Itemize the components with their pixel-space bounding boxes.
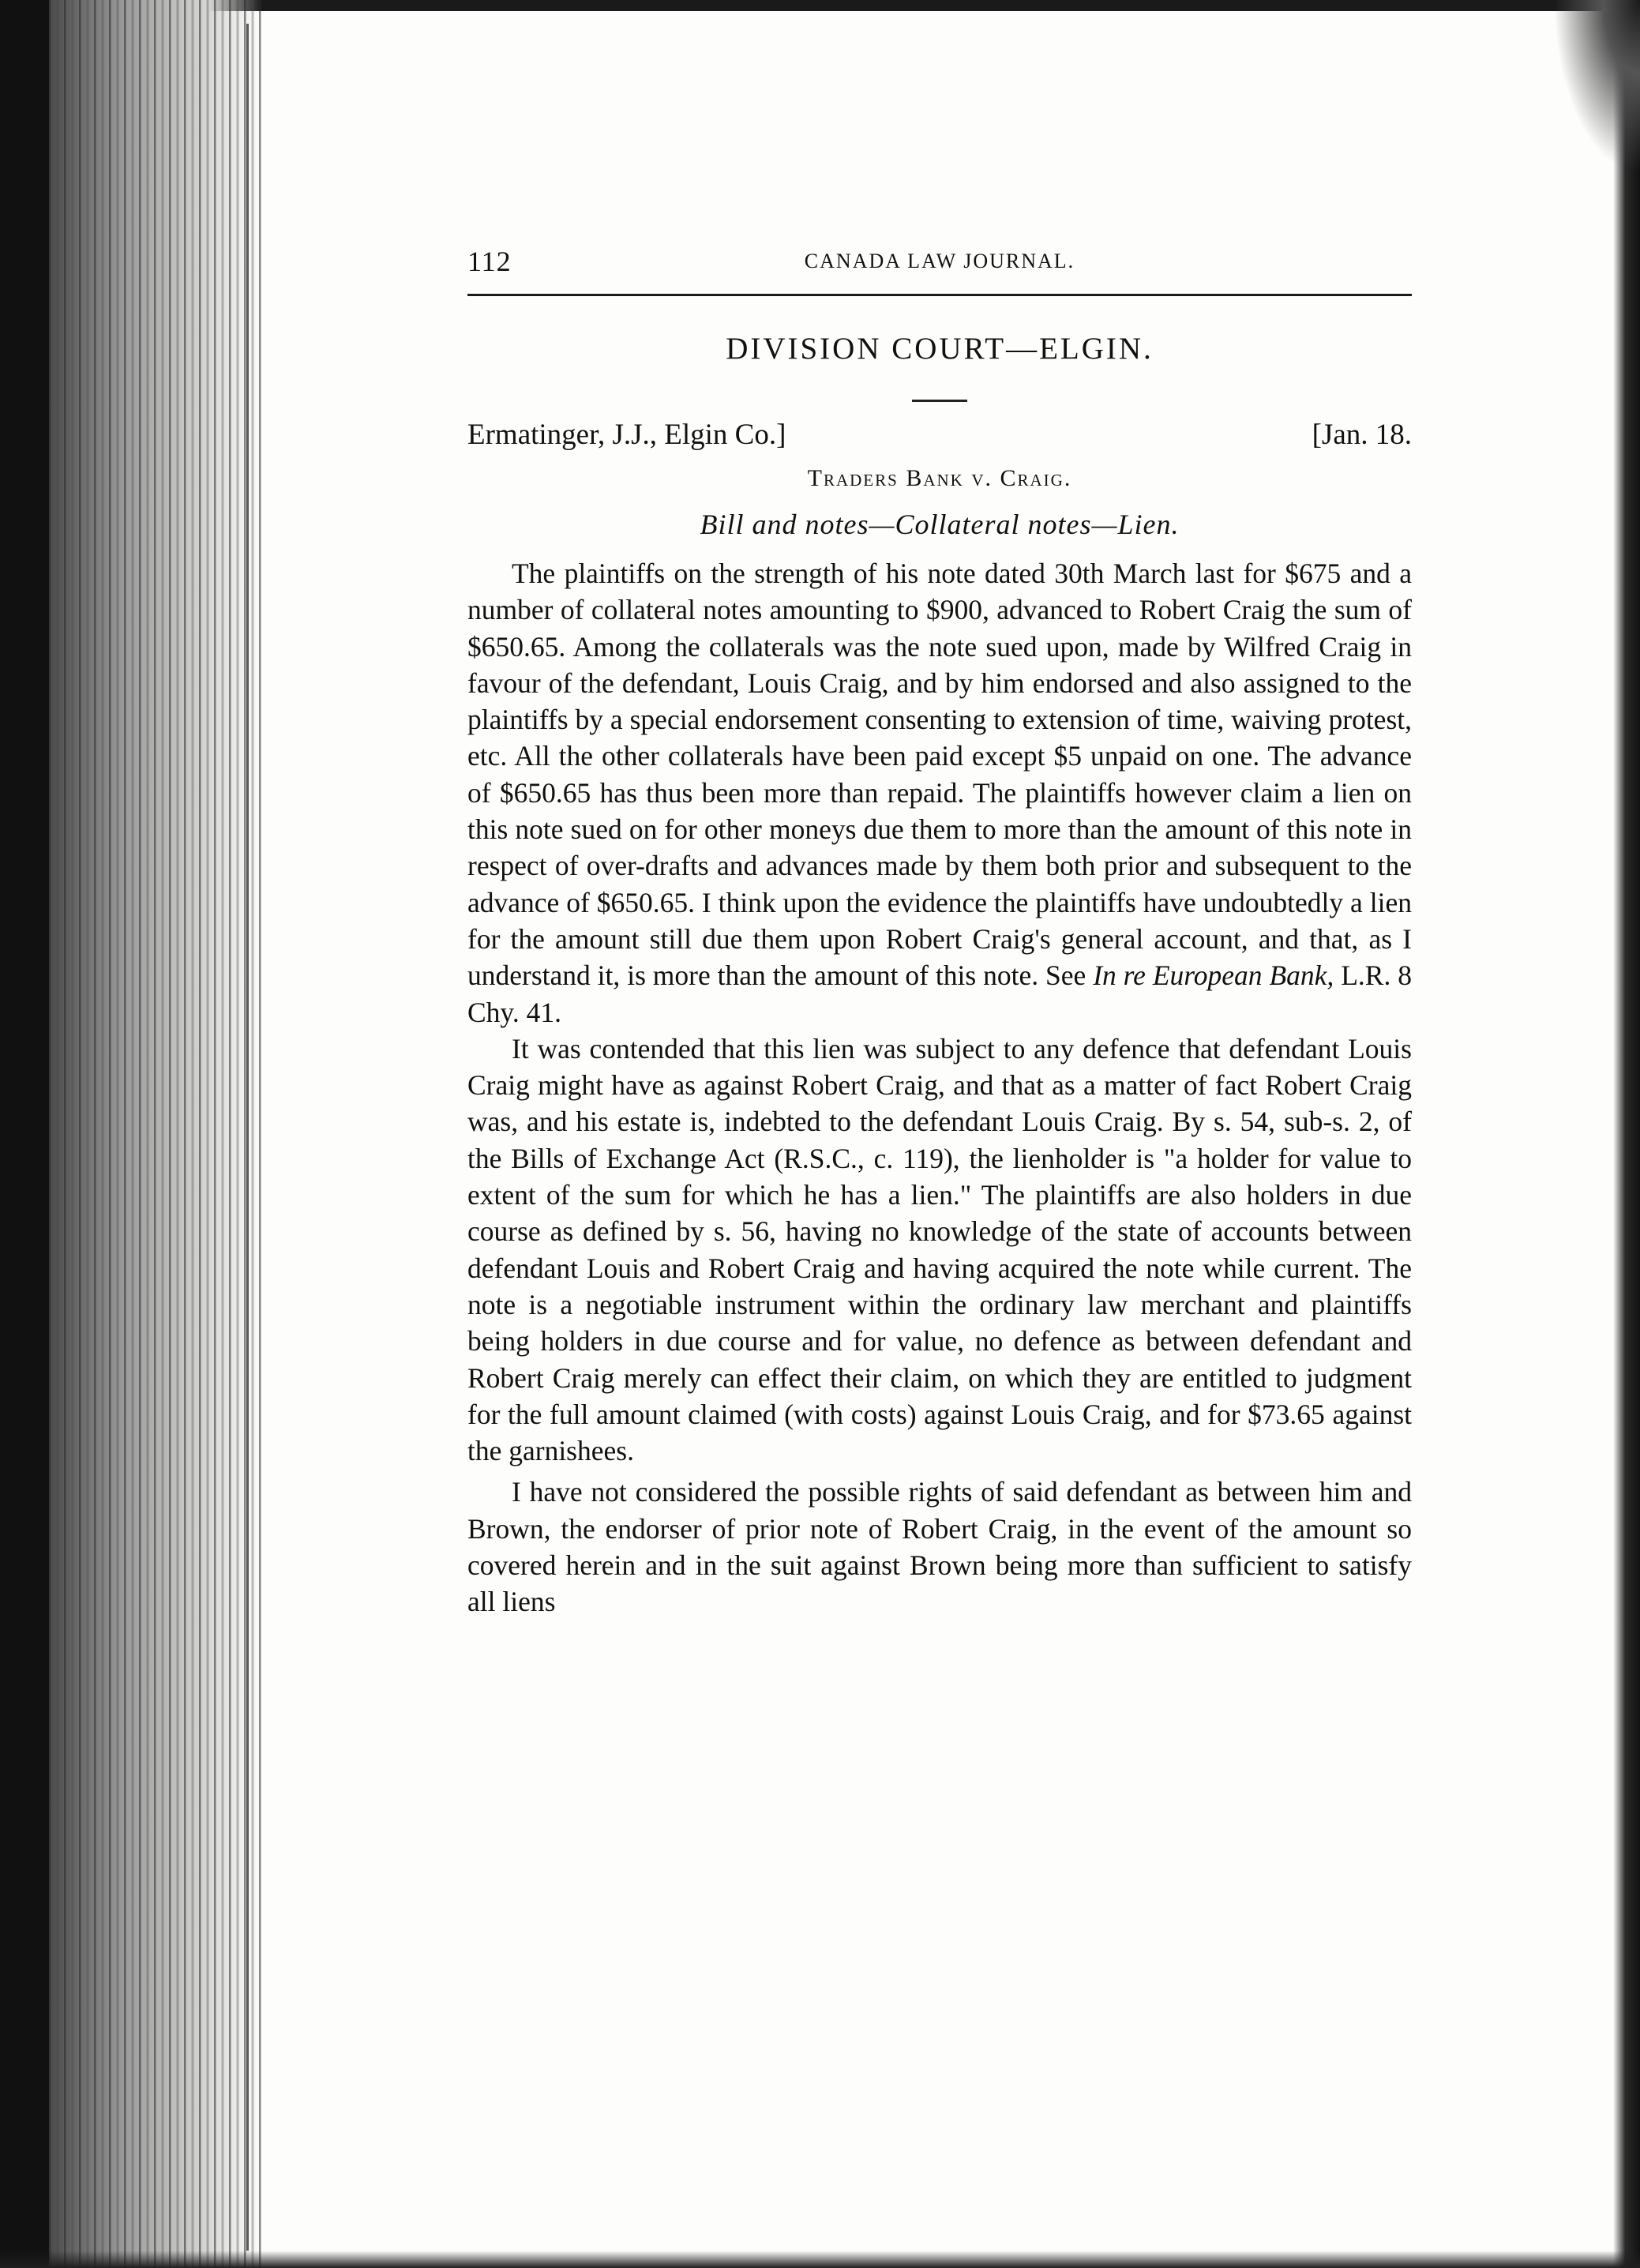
running-head (467, 245, 1412, 284)
paragraph-3: I have not considered the possible rights of said defendant as between him and Brown, the endorser of prior note of Robert Craig, in the event of the amount so covered herein and in the suit against Brown being more than sufficient to satisfy all liens (467, 1476, 1412, 1618)
paragraph-2: It was contended that this lien was subject to any defence that defendant Louis Craig might have as against Robert Craig, and that as a matter of fact Robert Craig was, and his estate is, indebted to the defendant Louis Craig. By s. 54, sub-s. 2, of the Bills of Exchange Act (R.S.C., c. 119), the lienholder is "a holder for value to extent of the sum for which he has a lien." The plaintiffs are also holders in due course as defined by s. 56, having no knowledge of the state of accounts between defendant Louis and Robert Craig and having acquired the note while current. The note is a negotiable instrument within the ordinary law merchant and plaintiffs being holders in due course and for value, no defence as between defendant and Robert Craig merely can effect their claim, on which they are entitled to judgment for the full amount claimed (with costs) against Louis Craig, and for $73.65 against the garnishees. (467, 1032, 1412, 1467)
header-rule (467, 294, 1412, 296)
gutter-shadow-line (246, 24, 249, 2251)
court-heading: DIVISION COURT—ELGIN. (726, 332, 1154, 366)
scan-right-edge (1613, 0, 1640, 2268)
paragraph-1-text: The plaintiffs on the strength of his note dated 30th March last for $675 and a number of collateral notes amounting to $900, advanced to Robert Craig the sum of $650.65. Among the collaterals was the note sued upon, made by Wilfred Craig in favour of the defendant, Louis Craig, and by him endorsed and also assigned to the plaintiffs by a special endorsement consenting to extension of time, waiving protest, etc. All the other collaterals have been paid except $5 unpaid on one. The advance of $650.65 has thus been more than repaid. The plaintiffs however claim a lien on this note sued on for other moneys due them to more than the amount of this note in respect of over-drafts and advances made by them both prior and subsequent to the advance of $650.65. I think upon the evidence the plaintiffs have undoubtedly a lien for the amount still due them upon Robert Craig's general account, and that, as I understand it, is more than the amount of this note. See (467, 558, 1412, 992)
scan-left-edge (0, 0, 49, 2268)
paragraph-1-citation-tail: L.R. 8 Chy. 41. (467, 959, 1412, 1028)
scan-bottom-edge (0, 2251, 1640, 2268)
page-content (467, 245, 1412, 1620)
decision-date: [Jan. 18. (1312, 419, 1412, 451)
journal-title: CANADA LAW JOURNAL. (804, 250, 1075, 272)
headnote: Bill and notes—Collateral notes—Lien. (700, 509, 1180, 540)
paragraph-1 (467, 555, 1412, 1031)
case-citation: In re European Bank, (1093, 959, 1334, 992)
case-title: Traders Bank v. Craig. (807, 465, 1072, 491)
section-divider (912, 400, 967, 402)
scan-corner-shadow (1553, 0, 1640, 174)
page-number: 112 (467, 246, 512, 277)
judge-name: Ermatinger, J.J., Elgin Co.] (467, 419, 786, 451)
judge-line (467, 418, 1412, 456)
book-binding-gutter (49, 0, 262, 2268)
